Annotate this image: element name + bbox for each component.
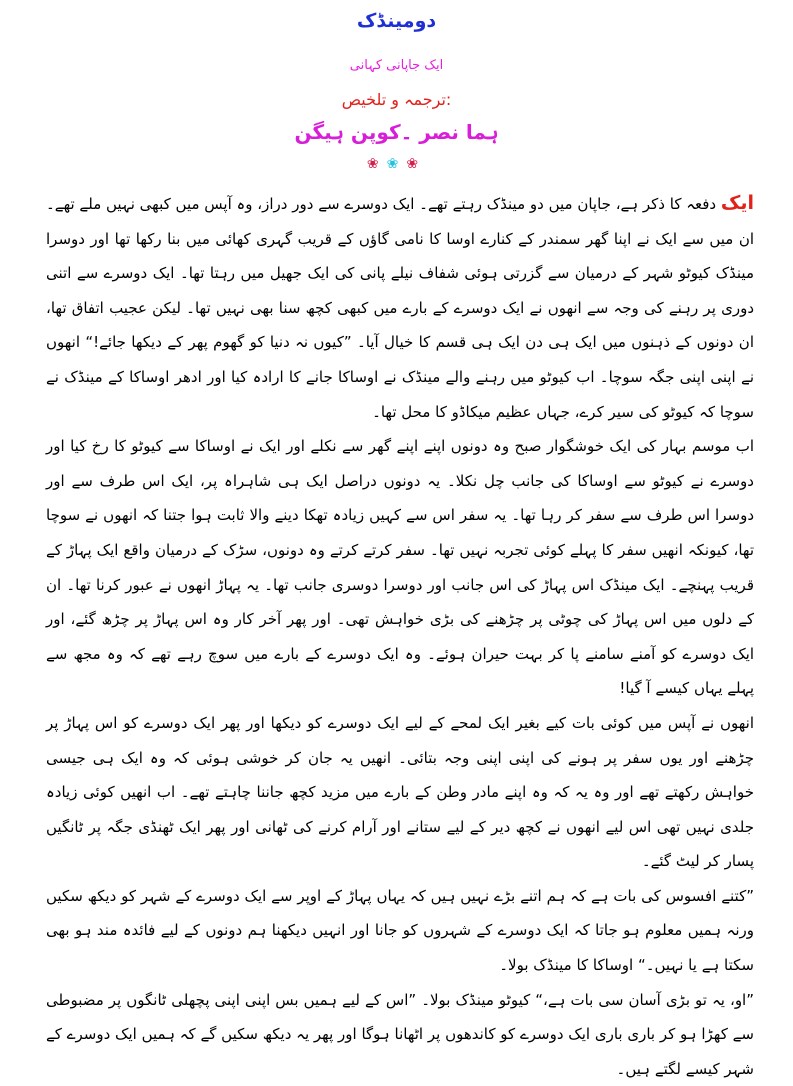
story-body <box>46 186 754 1086</box>
translation-label: ترجمہ و تلخیص: <box>341 90 452 109</box>
story-title: دومینڈک <box>356 10 437 32</box>
story-subtitle: ایک جاپانی کہانی <box>349 58 444 73</box>
first-word: ایک <box>720 192 754 214</box>
flower-ornament <box>0 156 793 172</box>
paragraph-2: اب موسم بہار کی ایک خوشگوار صبح وہ دونوں اپنے اپنے گھر سے نکلے اور ایک نے اوساکا سے کیوٹو کا رخ کیا اور دوسرے نے کیوٹو سے اوساکا کی جانب چل نکلا۔ یہ دونوں دراصل ایک ہی شاہراہ پر، ایک اس طرف سے اور دوسرا اس طرف سے سفر کر رہا تھا۔ یہ سفر اس سے کہیں زیادہ تھکا دینے والا ثابت ہوا جتنا کہ انھوں نے سوچا تھا، کیونکہ انھیں سفر کا پہلے کوئی تجربہ نہیں تھا۔ سفر کرتے کرتے وہ دونوں، سڑک کے درمیان واقع ایک پہاڑ کے قریب پہنچے۔ ایک مینڈک اس پہاڑ کی اس جانب اور دوسرا دوسری جانب تھا۔ یہ پہاڑ انھوں نے عبور کرنا تھا۔ ان کے دلوں میں اس پہاڑ کی چوٹی پر چڑھنے کی بڑی خواہش تھی۔ اور پھر آخر کار وہ اس پہاڑ پر چڑھ گئے، اور ایک دوسرے کو آمنے سامنے پا کر بہت حیران ہوئے۔ وہ ایک دوسرے کے بارے میں سوچ رہے تھے کہ وہ مجھ سے پہلے یہاں کیسے آ گیا! <box>46 437 754 698</box>
flower-icon: ❀ <box>386 156 407 172</box>
paragraph-4: ”کتنے افسوس کی بات ہے کہ ہم اتنے بڑے نہیں ہیں کہ یہاں پہاڑ کے اوپر سے ایک دوسرے کے شہر کو دیکھ سکیں ورنہ ہمیں معلوم ہو جاتا کہ ایک دوسرے کے شہروں کو جانا اور انہیں دیکھنا ہم دونوں کے لیے فائدہ مند ہو بھی سکتا ہے یا نہیں۔“ اوساکا کا مینڈک بولا۔ <box>46 886 754 975</box>
author-name: ہما نصر ۔کوپن ہیگن <box>294 120 499 144</box>
flower-icon: ❀ <box>406 156 427 172</box>
paragraph-5: ”او، یہ تو بڑی آسان سی بات ہے،“ کیوٹو مینڈک بولا۔ ”اس کے لیے ہمیں بس اپنی اپنی پچھلی ٹانگوں پر مضبوطی سے کھڑا ہو کر باری باری ایک دوسرے کو کاندھوں پر اٹھانا ہوگا اور پھر یہ دیکھ سکیں گے کہ ہمیں ایک دوسرے کے شہر کیسے لگتے ہیں۔ <box>46 990 754 1078</box>
paragraph-3: انھوں نے آپس میں کوئی بات کیے بغیر ایک لمحے کے لیے ایک دوسرے کو دیکھا اور پھر ایک دوسرے کو اس پہاڑ پر چڑھنے اور یوں سفر پر ہونے کی اپنی اپنی وجہ بتائی۔ انھیں یہ جان کر خوشی ہوئی کہ وہ ایک ہی جیسی خواہش رکھتے تھے اور وہ یہ کہ وہ اپنے مادر وطن کے بارے میں مزید کچھ جاننا چاہتے تھے۔ اب انھیں کوئی زیادہ جلدی نہیں تھی اس لیے انھوں نے کچھ دیر کے لیے ستانے اور آرام کرنے کی ٹھانی اور پھر ایک ٹھنڈی جگہ پر ٹانگیں پسار کر لیٹ گئے۔ <box>46 713 754 871</box>
paragraph-text: دفعہ کا ذکر ہے، جاپان میں دو مینڈک رہتے تھے۔ ایک دوسرے سے دور دراز، وہ آپس میں کبھی نہیں ملے تھے۔ ان میں سے ایک نے اپنا گھر سمندر کے کنارے اوسا کا نامی گاؤں کے قریب گہری کھائی میں بنا رکھا تھا اور دوسرا مینڈک کیوٹو شہر کے درمیان سے گزرتی ہوئی شفاف نیلے پانی کی ایک جھیل میں رہتا تھا۔ ایک دوسرے سے اتنی دوری پر رہنے کی وجہ سے انھوں نے ایک دوسرے کے بارے میں کبھی کچھ سنا بھی نہیں تھا۔ لیکن عجیب اتفاق تھا، ان دونوں کے ذہنوں میں ایک ہی دن ایک ہی قسم کا خیال آیا۔ ”کیوں نہ دنیا کو گھوم پھر کے دیکھا جائے!“ انھوں نے اپنی اپنی جگہ سوچا۔ اب کیوٹو میں رہنے والے مینڈک نے اوساکا جانے کا ارادہ کیا اور ادھر اوساکا کے مینڈک نے سوچا کہ کیوٹو کی سیر کرے، جہاں عظیم میکاڈو کا محل تھا۔ <box>46 195 754 421</box>
paragraph-1 <box>46 186 754 429</box>
flower-icon: ❀ <box>366 156 387 172</box>
